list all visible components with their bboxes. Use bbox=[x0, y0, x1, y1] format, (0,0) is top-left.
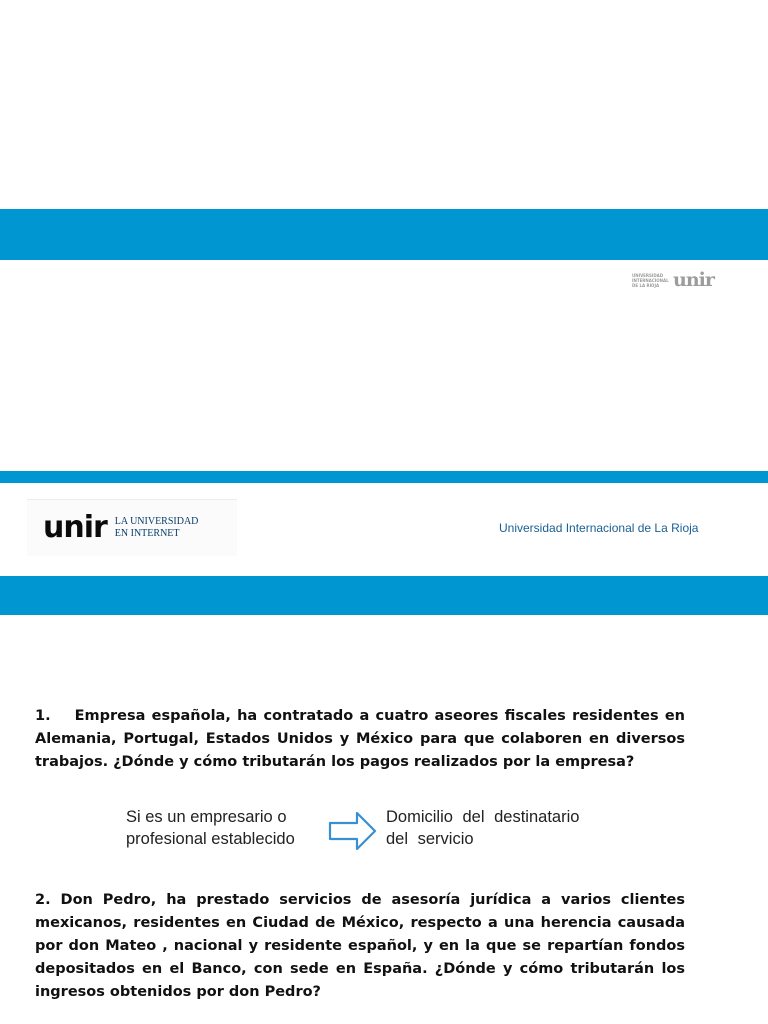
logo-tagline-line1: LA UNIVERSIDAD bbox=[114, 516, 199, 527]
answer-condition bbox=[126, 806, 295, 850]
answer-graphic bbox=[126, 806, 646, 856]
question-1 bbox=[35, 705, 685, 774]
question-1-text: Empresa española, ha contratado a cuatro aseores fiscales residentes en Alemania, Portugal, Estados Unidos y México para que colaboren en diversos trabajos. ¿Dónde y cómo tributarán los pagos realizados por la empresa? bbox=[35, 708, 685, 770]
question-1-number: 1. bbox=[35, 708, 51, 724]
unir-logo bbox=[27, 499, 237, 556]
logo-tagline-line2: EN INTERNET bbox=[114, 528, 180, 539]
institution-name: Universidad Internacional de La Rioja bbox=[499, 521, 699, 535]
right-arrow-icon bbox=[328, 810, 378, 852]
answer-condition-line2: profesional establecido bbox=[126, 830, 295, 848]
mini-logo-caption: UNIVERSIDAD INTERNACIONAL DE LA RIOJA bbox=[632, 272, 669, 288]
answer-result-line1: Domicilio del destinatario bbox=[386, 808, 580, 826]
unir-mini-logo bbox=[632, 268, 728, 292]
question-2 bbox=[35, 889, 685, 1004]
logo-tagline bbox=[115, 516, 199, 540]
lower-blue-band bbox=[0, 576, 768, 615]
mini-logo-word: unir bbox=[673, 269, 714, 291]
answer-result bbox=[386, 806, 579, 850]
question-2-text: Don Pedro, ha prestado servicios de asesoría jurídica a varios clientes mexicanos, residentes en Ciudad de México, respecto a una herencia causada por don Mateo , nacional y residente español, y en la que se repartían fondos depositados en el Banco, con sede en España. ¿Dónde y cómo tributarán los ingresos obtenidos por don Pedro? bbox=[35, 892, 685, 1000]
logo-word: unir bbox=[43, 510, 107, 545]
answer-result-line2: del servicio bbox=[386, 830, 474, 848]
answer-condition-line1: Si es un empresario o bbox=[126, 808, 287, 826]
middle-blue-band bbox=[0, 471, 768, 483]
question-2-number: 2. bbox=[35, 892, 51, 908]
top-blue-band bbox=[0, 209, 768, 260]
